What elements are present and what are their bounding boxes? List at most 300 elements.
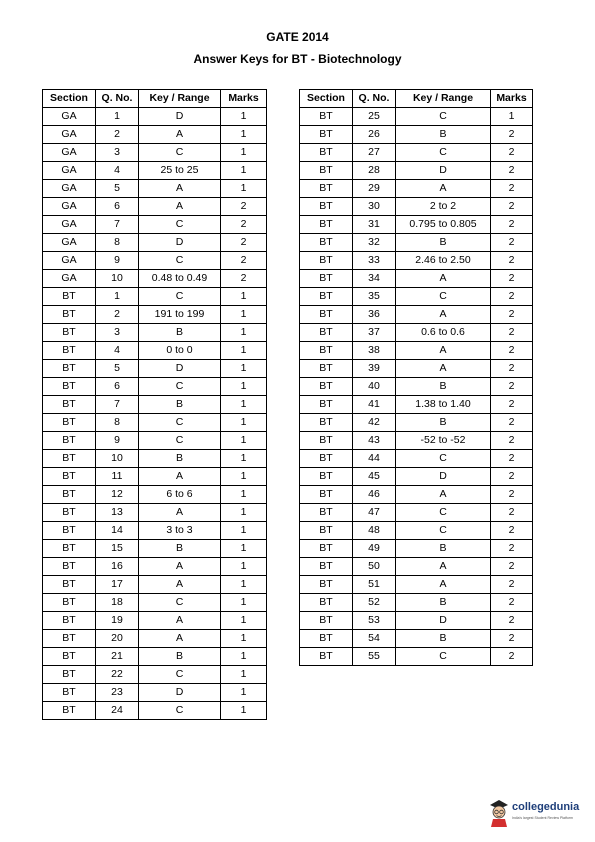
column-header: Marks bbox=[491, 90, 533, 108]
table-cell: 34 bbox=[353, 270, 396, 288]
table-cell: 2 bbox=[96, 126, 139, 144]
table-cell: D bbox=[139, 234, 221, 252]
table-row bbox=[300, 270, 533, 288]
table-cell: BT bbox=[43, 504, 96, 522]
table-row bbox=[300, 126, 533, 144]
table-cell: 44 bbox=[353, 450, 396, 468]
table-cell: C bbox=[396, 450, 491, 468]
table-cell: B bbox=[396, 378, 491, 396]
table-cell: 2 bbox=[491, 558, 533, 576]
table-cell: 15 bbox=[96, 540, 139, 558]
table-cell: 1 bbox=[221, 306, 267, 324]
table-cell: 0.48 to 0.49 bbox=[139, 270, 221, 288]
table-cell: 1 bbox=[221, 108, 267, 126]
table-row bbox=[43, 468, 267, 486]
table-cell: BT bbox=[43, 360, 96, 378]
table-cell: GA bbox=[43, 270, 96, 288]
table-row bbox=[43, 180, 267, 198]
table-header-row bbox=[43, 90, 267, 108]
table-row bbox=[43, 306, 267, 324]
table-cell: BT bbox=[300, 324, 353, 342]
collegedunia-logo bbox=[488, 798, 588, 830]
table-cell: 47 bbox=[353, 504, 396, 522]
table-cell: 2 bbox=[491, 594, 533, 612]
table-row bbox=[300, 252, 533, 270]
table-cell: B bbox=[396, 540, 491, 558]
table-row bbox=[43, 378, 267, 396]
table-cell: B bbox=[139, 540, 221, 558]
table-cell: 8 bbox=[96, 234, 139, 252]
table-row bbox=[300, 108, 533, 126]
table-cell: BT bbox=[43, 648, 96, 666]
table-row bbox=[300, 396, 533, 414]
table-cell: A bbox=[139, 576, 221, 594]
table-cell: 36 bbox=[353, 306, 396, 324]
table-row bbox=[43, 324, 267, 342]
table-cell: 2 bbox=[491, 486, 533, 504]
table-cell: BT bbox=[43, 324, 96, 342]
table-cell: B bbox=[396, 594, 491, 612]
table-cell: BT bbox=[300, 630, 353, 648]
table-cell: BT bbox=[300, 252, 353, 270]
table-cell: 2 bbox=[491, 306, 533, 324]
table-row bbox=[43, 558, 267, 576]
table-cell: 38 bbox=[353, 342, 396, 360]
table-cell: 3 to 3 bbox=[139, 522, 221, 540]
table-cell: 2 bbox=[491, 270, 533, 288]
column-header: Q. No. bbox=[96, 90, 139, 108]
table-cell: A bbox=[396, 576, 491, 594]
table-cell: C bbox=[396, 288, 491, 306]
table-cell: 2 bbox=[491, 288, 533, 306]
table-cell: C bbox=[139, 378, 221, 396]
table-row bbox=[300, 540, 533, 558]
table-cell: 2 bbox=[491, 630, 533, 648]
table-cell: 1 bbox=[96, 288, 139, 306]
table-cell: BT bbox=[300, 198, 353, 216]
table-cell: 10 bbox=[96, 450, 139, 468]
table-row bbox=[300, 612, 533, 630]
table-row bbox=[300, 450, 533, 468]
table-cell: A bbox=[396, 306, 491, 324]
table-row bbox=[43, 252, 267, 270]
table-cell: 2 bbox=[491, 468, 533, 486]
table-cell: BT bbox=[300, 162, 353, 180]
table-cell: 1 bbox=[221, 684, 267, 702]
table-cell: 16 bbox=[96, 558, 139, 576]
page-title: GATE 2014 bbox=[266, 30, 329, 44]
column-header: Q. No. bbox=[353, 90, 396, 108]
table-cell: BT bbox=[300, 126, 353, 144]
table-cell: 1.38 to 1.40 bbox=[396, 396, 491, 414]
table-cell: 1 bbox=[221, 180, 267, 198]
table-cell: 1 bbox=[221, 612, 267, 630]
table-cell: 3 bbox=[96, 324, 139, 342]
table-cell: 2 to 2 bbox=[396, 198, 491, 216]
table-cell: 12 bbox=[96, 486, 139, 504]
table-cell: 42 bbox=[353, 414, 396, 432]
table-cell: 2 bbox=[491, 342, 533, 360]
table-cell: BT bbox=[43, 468, 96, 486]
table-row bbox=[300, 648, 533, 666]
table-cell: A bbox=[139, 504, 221, 522]
table-cell: A bbox=[139, 612, 221, 630]
table-cell: 1 bbox=[96, 108, 139, 126]
table-cell: 1 bbox=[221, 648, 267, 666]
table-cell: 2 bbox=[491, 648, 533, 666]
table-cell: A bbox=[396, 360, 491, 378]
table-cell: 1 bbox=[221, 702, 267, 720]
table-row bbox=[43, 216, 267, 234]
table-cell: GA bbox=[43, 216, 96, 234]
table-cell: 25 bbox=[353, 108, 396, 126]
table-cell: 1 bbox=[221, 288, 267, 306]
table-cell: GA bbox=[43, 162, 96, 180]
table-row bbox=[43, 594, 267, 612]
table-cell: 1 bbox=[221, 378, 267, 396]
table-cell: B bbox=[396, 414, 491, 432]
table-row bbox=[43, 432, 267, 450]
table-cell: 33 bbox=[353, 252, 396, 270]
table-row bbox=[43, 630, 267, 648]
table-row bbox=[300, 216, 533, 234]
table-cell: C bbox=[396, 522, 491, 540]
table-cell: 40 bbox=[353, 378, 396, 396]
table-cell: 3 bbox=[96, 144, 139, 162]
table-cell: 1 bbox=[221, 666, 267, 684]
table-cell: 2 bbox=[491, 324, 533, 342]
table-cell: BT bbox=[43, 486, 96, 504]
table-cell: BT bbox=[300, 594, 353, 612]
table-row bbox=[43, 504, 267, 522]
table-cell: 2 bbox=[491, 378, 533, 396]
table-cell: GA bbox=[43, 198, 96, 216]
table-cell: 2 bbox=[96, 306, 139, 324]
table-row bbox=[300, 486, 533, 504]
table-cell: 9 bbox=[96, 252, 139, 270]
table-cell: C bbox=[396, 648, 491, 666]
table-cell: GA bbox=[43, 252, 96, 270]
table-cell: D bbox=[139, 684, 221, 702]
table-cell: A bbox=[139, 180, 221, 198]
table-row bbox=[300, 144, 533, 162]
table-cell: 24 bbox=[96, 702, 139, 720]
table-cell: 1 bbox=[221, 576, 267, 594]
table-cell: C bbox=[139, 288, 221, 306]
table-row bbox=[300, 504, 533, 522]
table-cell: D bbox=[139, 360, 221, 378]
table-row bbox=[300, 522, 533, 540]
table-cell: BT bbox=[43, 288, 96, 306]
table-cell: 18 bbox=[96, 594, 139, 612]
table-cell: 2 bbox=[491, 216, 533, 234]
table-cell: D bbox=[396, 468, 491, 486]
table-cell: 45 bbox=[353, 468, 396, 486]
table-row bbox=[43, 612, 267, 630]
table-cell: 1 bbox=[221, 504, 267, 522]
table-cell: 32 bbox=[353, 234, 396, 252]
table-cell: BT bbox=[43, 666, 96, 684]
table-cell: A bbox=[396, 486, 491, 504]
table-cell: C bbox=[139, 666, 221, 684]
table-cell: 0.795 to 0.805 bbox=[396, 216, 491, 234]
table-cell: 19 bbox=[96, 612, 139, 630]
table-row bbox=[43, 288, 267, 306]
table-cell: BT bbox=[300, 504, 353, 522]
table-body bbox=[300, 108, 533, 666]
table-cell: 2 bbox=[221, 216, 267, 234]
table-row bbox=[43, 702, 267, 720]
table-cell: 2 bbox=[491, 432, 533, 450]
table-cell: BT bbox=[43, 558, 96, 576]
table-cell: C bbox=[139, 702, 221, 720]
table-row bbox=[43, 234, 267, 252]
table-cell: 1 bbox=[221, 468, 267, 486]
table-cell: 1 bbox=[221, 144, 267, 162]
table-cell: B bbox=[139, 324, 221, 342]
table-cell: 35 bbox=[353, 288, 396, 306]
table-cell: BT bbox=[43, 378, 96, 396]
column-header: Section bbox=[43, 90, 96, 108]
table-row bbox=[43, 126, 267, 144]
table-cell: GA bbox=[43, 108, 96, 126]
table-cell: BT bbox=[300, 306, 353, 324]
table-cell: 1 bbox=[221, 432, 267, 450]
table-row bbox=[300, 180, 533, 198]
table-cell: 6 to 6 bbox=[139, 486, 221, 504]
table-cell: BT bbox=[43, 342, 96, 360]
table-row bbox=[43, 486, 267, 504]
table-row bbox=[43, 144, 267, 162]
table-cell: BT bbox=[43, 396, 96, 414]
table-cell: 2.46 to 2.50 bbox=[396, 252, 491, 270]
table-cell: 31 bbox=[353, 216, 396, 234]
table-cell: BT bbox=[43, 306, 96, 324]
table-cell: 37 bbox=[353, 324, 396, 342]
table-cell: D bbox=[396, 162, 491, 180]
table-row bbox=[300, 342, 533, 360]
table-row bbox=[300, 198, 533, 216]
table-cell: 41 bbox=[353, 396, 396, 414]
table-row bbox=[300, 324, 533, 342]
table-cell: BT bbox=[300, 486, 353, 504]
table-cell: BT bbox=[300, 144, 353, 162]
table-cell: 50 bbox=[353, 558, 396, 576]
table-cell: A bbox=[396, 270, 491, 288]
page-subtitle: Answer Keys for BT - Biotechnology bbox=[193, 52, 402, 66]
table-cell: 2 bbox=[491, 396, 533, 414]
table-cell: 2 bbox=[221, 252, 267, 270]
table-cell: 2 bbox=[491, 144, 533, 162]
column-header: Section bbox=[300, 90, 353, 108]
table-cell: 7 bbox=[96, 216, 139, 234]
table-cell: 1 bbox=[221, 324, 267, 342]
table-cell: 11 bbox=[96, 468, 139, 486]
table-cell: A bbox=[139, 468, 221, 486]
student-mascot-icon bbox=[488, 798, 510, 828]
table-cell: GA bbox=[43, 144, 96, 162]
table-cell: 51 bbox=[353, 576, 396, 594]
table-cell: B bbox=[139, 648, 221, 666]
table-cell: 2 bbox=[491, 414, 533, 432]
table-cell: C bbox=[396, 504, 491, 522]
table-cell: 9 bbox=[96, 432, 139, 450]
table-cell: C bbox=[139, 432, 221, 450]
table-row bbox=[43, 648, 267, 666]
table-cell: -52 to -52 bbox=[396, 432, 491, 450]
table-cell: C bbox=[139, 252, 221, 270]
table-cell: 29 bbox=[353, 180, 396, 198]
table-cell: 1 bbox=[221, 396, 267, 414]
table-row bbox=[300, 360, 533, 378]
table-cell: 2 bbox=[491, 180, 533, 198]
table-cell: BT bbox=[300, 360, 353, 378]
table-cell: A bbox=[139, 198, 221, 216]
table-cell: BT bbox=[43, 594, 96, 612]
table-cell: BT bbox=[300, 576, 353, 594]
column-header: Key / Range bbox=[396, 90, 491, 108]
logo-tagline: India's largest Student Review Platform bbox=[512, 816, 573, 820]
table-cell: C bbox=[139, 216, 221, 234]
table-cell: BT bbox=[300, 648, 353, 666]
table-cell: B bbox=[396, 630, 491, 648]
table-row bbox=[43, 576, 267, 594]
table-cell: BT bbox=[300, 450, 353, 468]
table-row bbox=[43, 414, 267, 432]
logo-text: collegedunia bbox=[512, 801, 580, 813]
table-cell: BT bbox=[300, 396, 353, 414]
table-cell: 39 bbox=[353, 360, 396, 378]
table-cell: 1 bbox=[221, 126, 267, 144]
table-cell: 2 bbox=[491, 504, 533, 522]
table-cell: BT bbox=[43, 432, 96, 450]
table-cell: C bbox=[396, 144, 491, 162]
table-cell: 1 bbox=[491, 108, 533, 126]
table-row bbox=[43, 342, 267, 360]
table-cell: BT bbox=[300, 288, 353, 306]
table-row bbox=[300, 288, 533, 306]
table-cell: 25 to 25 bbox=[139, 162, 221, 180]
table-cell: 2 bbox=[221, 198, 267, 216]
table-cell: C bbox=[396, 108, 491, 126]
table-row bbox=[43, 162, 267, 180]
table-row bbox=[300, 594, 533, 612]
table-cell: A bbox=[396, 342, 491, 360]
table-cell: 2 bbox=[491, 126, 533, 144]
table-cell: BT bbox=[300, 180, 353, 198]
table-cell: BT bbox=[300, 540, 353, 558]
table-row bbox=[43, 270, 267, 288]
table-cell: 53 bbox=[353, 612, 396, 630]
table-cell: BT bbox=[43, 702, 96, 720]
table-header-row bbox=[300, 90, 533, 108]
table-row bbox=[43, 198, 267, 216]
answer-key-table-left bbox=[42, 89, 267, 720]
table-cell: 1 bbox=[221, 540, 267, 558]
table-cell: 28 bbox=[353, 162, 396, 180]
table-cell: 2 bbox=[491, 522, 533, 540]
table-cell: A bbox=[396, 180, 491, 198]
table-cell: 27 bbox=[353, 144, 396, 162]
table-cell: 2 bbox=[491, 450, 533, 468]
table-cell: BT bbox=[43, 522, 96, 540]
table-cell: 48 bbox=[353, 522, 396, 540]
table-row bbox=[300, 558, 533, 576]
table-cell: BT bbox=[300, 270, 353, 288]
table-cell: C bbox=[139, 144, 221, 162]
table-row bbox=[43, 684, 267, 702]
table-cell: B bbox=[396, 234, 491, 252]
column-header: Marks bbox=[221, 90, 267, 108]
table-cell: 21 bbox=[96, 648, 139, 666]
table-cell: BT bbox=[300, 216, 353, 234]
table-cell: 1 bbox=[221, 414, 267, 432]
table-cell: 23 bbox=[96, 684, 139, 702]
table-cell: C bbox=[139, 594, 221, 612]
table-cell: D bbox=[396, 612, 491, 630]
table-cell: 2 bbox=[491, 162, 533, 180]
table-cell: BT bbox=[43, 414, 96, 432]
table-cell: 4 bbox=[96, 342, 139, 360]
table-cell: 22 bbox=[96, 666, 139, 684]
table-cell: 1 bbox=[221, 162, 267, 180]
table-cell: 1 bbox=[221, 522, 267, 540]
table-cell: 4 bbox=[96, 162, 139, 180]
table-cell: 13 bbox=[96, 504, 139, 522]
table-body bbox=[43, 108, 267, 720]
table-row bbox=[300, 306, 533, 324]
table-cell: B bbox=[139, 450, 221, 468]
table-row bbox=[300, 432, 533, 450]
table-cell: 2 bbox=[491, 360, 533, 378]
table-cell: BT bbox=[43, 612, 96, 630]
table-cell: A bbox=[139, 630, 221, 648]
table-cell: 1 bbox=[221, 450, 267, 468]
table-cell: BT bbox=[43, 540, 96, 558]
table-cell: C bbox=[139, 414, 221, 432]
table-cell: 1 bbox=[221, 558, 267, 576]
answer-key-table-right bbox=[299, 89, 533, 666]
table-row bbox=[43, 540, 267, 558]
table-cell: 2 bbox=[491, 198, 533, 216]
table-cell: 1 bbox=[221, 360, 267, 378]
table-row bbox=[43, 522, 267, 540]
table-row bbox=[300, 630, 533, 648]
table-cell: 54 bbox=[353, 630, 396, 648]
table-row bbox=[300, 378, 533, 396]
table-cell: 2 bbox=[221, 234, 267, 252]
table-cell: 1 bbox=[221, 342, 267, 360]
table-cell: BT bbox=[43, 630, 96, 648]
table-cell: 8 bbox=[96, 414, 139, 432]
table-cell: BT bbox=[300, 234, 353, 252]
table-cell: 0 to 0 bbox=[139, 342, 221, 360]
table-cell: 2 bbox=[491, 612, 533, 630]
table-row bbox=[43, 360, 267, 378]
table-cell: 46 bbox=[353, 486, 396, 504]
table-cell: 2 bbox=[491, 540, 533, 558]
table-cell: BT bbox=[300, 342, 353, 360]
table-cell: 14 bbox=[96, 522, 139, 540]
table-cell: 26 bbox=[353, 126, 396, 144]
table-cell: 17 bbox=[96, 576, 139, 594]
table-cell: A bbox=[139, 558, 221, 576]
table-cell: 1 bbox=[221, 486, 267, 504]
table-cell: 0.6 to 0.6 bbox=[396, 324, 491, 342]
table-cell: B bbox=[396, 126, 491, 144]
table-cell: BT bbox=[300, 108, 353, 126]
table-cell: 5 bbox=[96, 180, 139, 198]
